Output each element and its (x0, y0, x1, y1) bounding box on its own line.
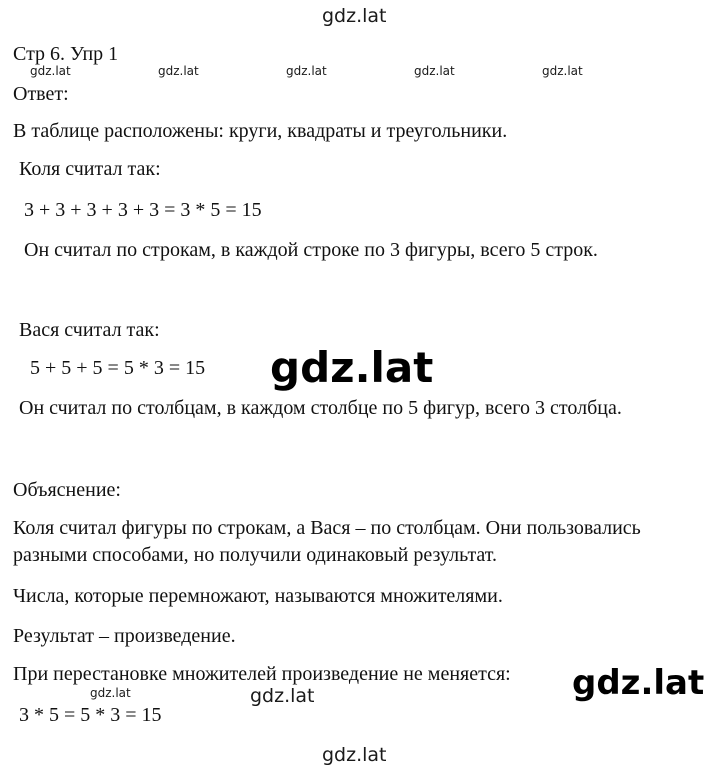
kolya-note: Он считал по строкам, в каждой строке по 3 фигуры, всего 5 строк. (24, 239, 598, 261)
watermark-bottom: gdz.lat (322, 744, 387, 766)
explanation-rule: При перестановке множителей произведение не меняется: (13, 663, 511, 685)
watermark-row-2: gdz.lat (158, 64, 199, 78)
watermark-row-5: gdz.lat (542, 64, 583, 78)
exercise-title: Стр 6. Упр 1 (13, 43, 119, 65)
watermark-row-4: gdz.lat (414, 64, 455, 78)
explanation-product: Результат – произведение. (13, 625, 236, 647)
answer-intro: В таблице расположены: круги, квадраты и треугольники. (13, 120, 508, 142)
answer-label: Ответ: (13, 83, 69, 105)
explanation-multipliers: Числа, которые перемножают, называются множителями. (13, 585, 503, 607)
explanation-line-1: Коля считал фигуры по строкам, а Вася – по столбцам. Они пользовались (13, 517, 641, 539)
explanation-line-2: разными способами, но получили одинаковый результат. (13, 544, 498, 566)
watermark-row-1: gdz.lat (30, 64, 71, 78)
vasya-formula: 5 + 5 + 5 = 5 * 3 = 15 (30, 357, 206, 379)
explanation-label: Объяснение: (13, 479, 121, 501)
watermark-small-bottom-left: gdz.lat (90, 686, 131, 700)
watermark-right-large: gdz.lat (572, 663, 705, 703)
kolya-formula: 3 + 3 + 3 + 3 + 3 = 3 * 5 = 15 (24, 199, 262, 221)
kolya-title: Коля считал так: (19, 158, 161, 180)
explanation-formula: 3 * 5 = 5 * 3 = 15 (19, 704, 162, 726)
vasya-title: Вася считал так: (19, 319, 160, 341)
vasya-note: Он считал по столбцам, в каждом столбце по 5 фигур, всего 3 столбца. (19, 397, 622, 419)
watermark-row-3: gdz.lat (286, 64, 327, 78)
watermark-center-large: gdz.lat (270, 343, 434, 392)
watermark-small-bottom-mid: gdz.lat (250, 685, 315, 707)
watermark-top: gdz.lat (322, 5, 387, 27)
